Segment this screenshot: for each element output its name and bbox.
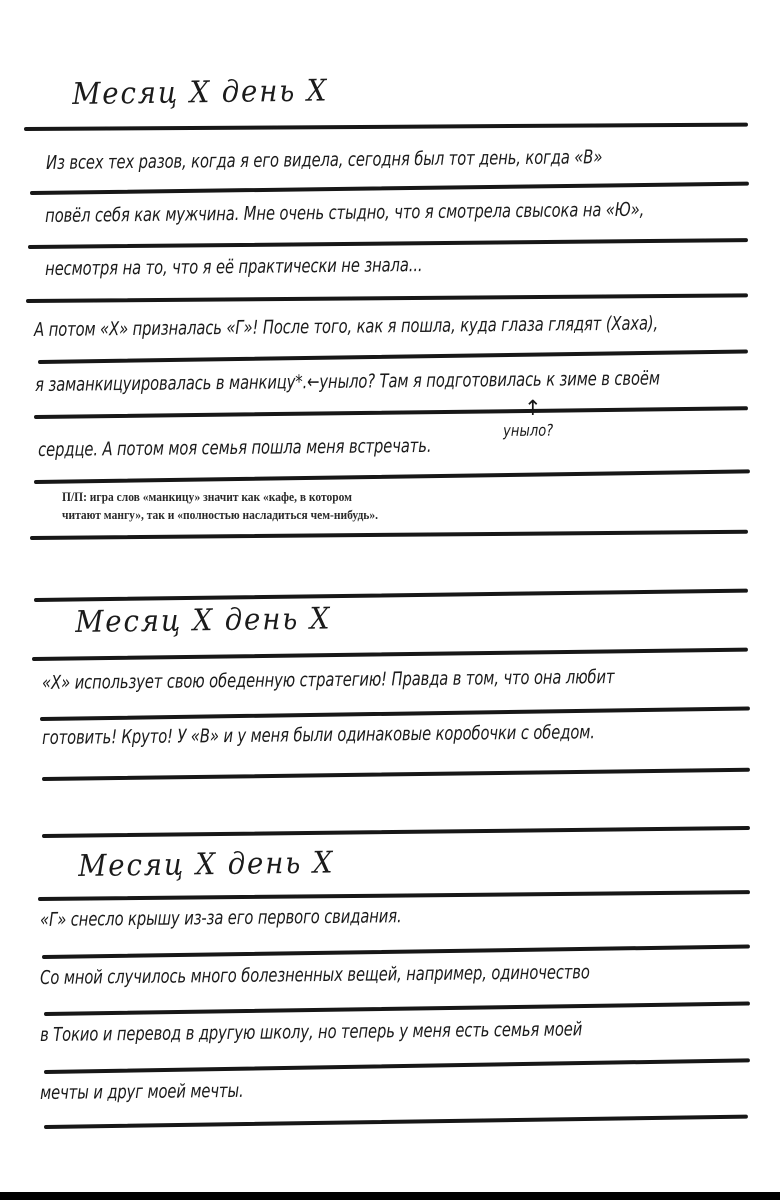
diary-text-line: я заманкицуировалась в манкицу*.←уныло? Там я подготовилась к зиме в своём xyxy=(34,367,660,396)
ruled-line xyxy=(34,469,750,484)
ruled-line xyxy=(30,530,748,540)
entry-date-heading: Месяц Х день Х xyxy=(71,73,329,112)
ruled-line xyxy=(42,768,750,781)
diary-text-line: несмотря на то, что я её практически не знала... xyxy=(44,254,423,280)
translator-footnote-line: читают мангу», так и «полностью насладиться чем-нибудь». xyxy=(62,508,378,522)
diary-text-line: мечты и друг моей мечты. xyxy=(39,1079,244,1104)
diary-text-line: «Г» снесло крышу из-за его первого свидания. xyxy=(39,905,402,931)
ruled-line xyxy=(26,293,748,303)
arrow-up-icon: ↑ xyxy=(524,396,542,420)
ruled-line xyxy=(34,589,748,602)
ruled-line xyxy=(44,1002,750,1016)
diary-text-line: готовить! Круто! У «В» и у меня были одинаковые коробочки с обедом. xyxy=(41,721,595,749)
margin-note: уныло? xyxy=(502,420,554,440)
page-edge-bar xyxy=(0,1192,780,1200)
ruled-line xyxy=(44,1115,748,1129)
ruled-line xyxy=(32,648,748,661)
entry-date-heading: Месяц Х день Х xyxy=(77,845,335,884)
ruled-line xyxy=(40,706,750,721)
ruled-line xyxy=(30,182,749,195)
diary-text-line: сердце. А потом моя семья пошла меня встречать. xyxy=(37,434,432,461)
diary-text-line: повёл себя как мужчина. Мне очень стыдно, что я смотрела свысока на «Ю», xyxy=(44,198,645,227)
ruled-line xyxy=(38,349,748,364)
ruled-line xyxy=(38,890,750,901)
diary-text-line: в Токио и перевод в другую школу, но теперь у меня есть семья моей xyxy=(39,1018,583,1046)
ruled-line xyxy=(42,826,750,838)
ruled-line xyxy=(28,238,748,249)
diary-text-line: Со мной случилось много болезненных вещей, например, одиночество xyxy=(39,961,590,989)
diary-text-line: А потом «Х» призналась «Г»! После того, как я пошла, куда глаза глядят (Хаха), xyxy=(33,312,659,341)
entry-date-heading: Месяц Х день Х xyxy=(74,601,332,640)
ruled-line xyxy=(44,1058,750,1074)
ruled-line xyxy=(42,944,750,959)
translator-footnote-line: П/П: игра слов «манкицу» значит как «кафе, в котором xyxy=(62,490,353,504)
diary-text-line: Из всех тех разов, когда я его видела, сегодня был тот день, когда «В» xyxy=(45,146,603,174)
diary-text-line: «Х» использует свою обеденную стратегию! Правда в том, что она любит xyxy=(41,666,615,694)
ruled-line xyxy=(24,123,748,131)
ruled-line xyxy=(34,406,748,419)
